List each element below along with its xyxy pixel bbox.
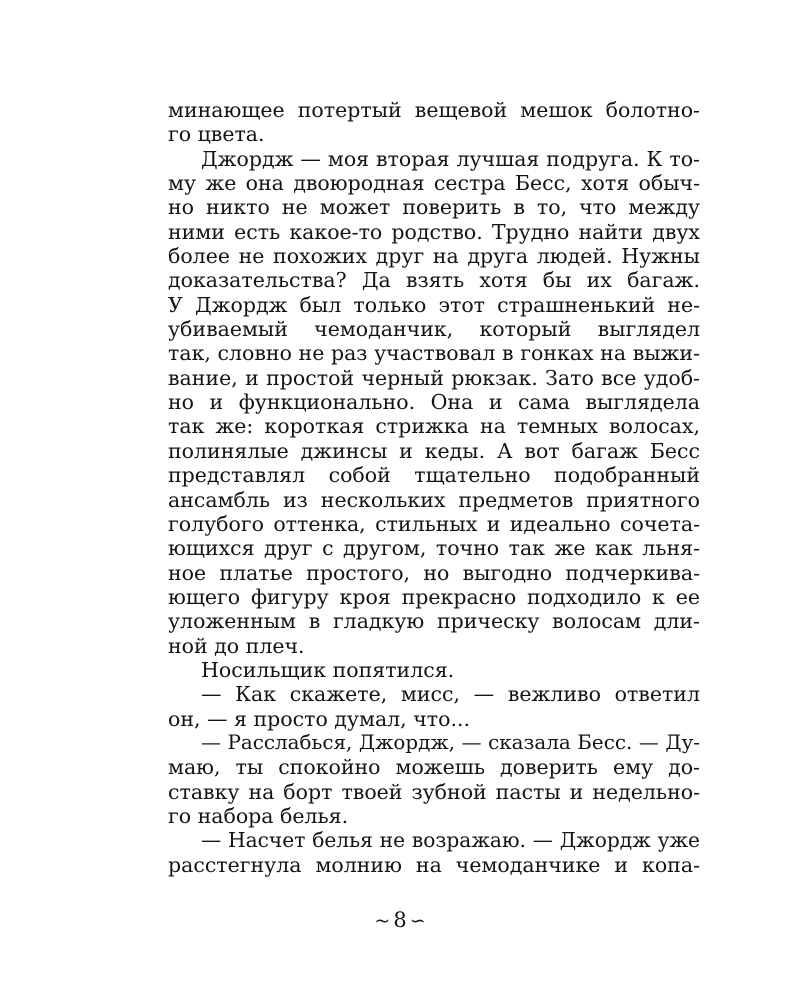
text-line: У Джордж был только этот страшненький не- bbox=[168, 292, 700, 317]
text-line: более не похожих друг на друга людей. Нужны bbox=[168, 244, 700, 269]
page-number-footer bbox=[0, 908, 800, 932]
text-line: — Расслабься, Джордж, — сказала Бесс. — Ду- bbox=[201, 730, 700, 754]
text-line: Носильщик попятился. bbox=[201, 657, 455, 682]
text-line: ное платье простого, но выгодно подчеркива- bbox=[168, 560, 700, 585]
text-line: ющего фигуру кроя прекрасно подходило к ее bbox=[168, 584, 700, 609]
text-line: голубого оттенка, стильных и идеально сочета- bbox=[168, 511, 700, 536]
text-line: ними есть какое-то родство. Трудно найти двух bbox=[168, 219, 700, 244]
ornament-right-icon: ∽ bbox=[409, 910, 426, 932]
text-line: го цвета. bbox=[168, 122, 265, 147]
text-line: полинялые джинсы и кеды. А вот багаж Бесс bbox=[168, 438, 700, 463]
text-line: ющихся друг с другом, точно так же как льня- bbox=[168, 536, 700, 561]
text-line: Джордж — моя вторая лучшая подруга. К то- bbox=[201, 146, 700, 171]
text-line: так же: короткая стрижка на темных волосах, bbox=[168, 414, 700, 439]
text-line: убиваемый чемоданчик, который выглядел bbox=[168, 317, 700, 342]
text-line: вание, и простой черный рюкзак. Зато все удоб- bbox=[168, 365, 700, 390]
body-text bbox=[168, 98, 700, 877]
text-line: но и функционально. Она и сама выглядела bbox=[168, 390, 700, 415]
text-line: маю, ты спокойно можешь доверить ему до- bbox=[168, 755, 700, 780]
text-line: доказательства? Да взять хотя бы их багаж. bbox=[168, 268, 700, 293]
text-line: му же она двоюродная сестра Бесс, хотя обыч- bbox=[168, 171, 700, 196]
text-line: ставку на борт твоей зубной пасты и недельно- bbox=[168, 779, 700, 804]
text-line: уложенным в гладкую прическу волосам дли- bbox=[168, 609, 700, 634]
text-line: ансамбль из нескольких предметов приятного bbox=[168, 487, 700, 512]
text-line: — Как скажете, мисс, — вежливо ответил bbox=[201, 682, 700, 707]
page-number: 8 bbox=[393, 908, 407, 932]
text-line: но никто не может поверить в то, что между bbox=[168, 195, 700, 220]
text-line: расстегнула молнию на чемоданчике и копа- bbox=[168, 852, 700, 877]
text-line: представлял собой тщательно подобранный bbox=[168, 463, 700, 488]
text-line: минающее потертый вещевой мешок болотно- bbox=[168, 98, 700, 122]
text-line: так, словно не раз участвовал в гонках на выжи- bbox=[168, 341, 700, 366]
text-line: — Насчет белья не возражаю. — Джордж уже bbox=[201, 828, 700, 853]
text-line: ной до плеч. bbox=[168, 633, 305, 658]
text-line: го набора белья. bbox=[168, 803, 349, 828]
ornament-left-icon: ~ bbox=[374, 910, 391, 932]
text-line: он, — я просто думал, что... bbox=[168, 706, 471, 731]
